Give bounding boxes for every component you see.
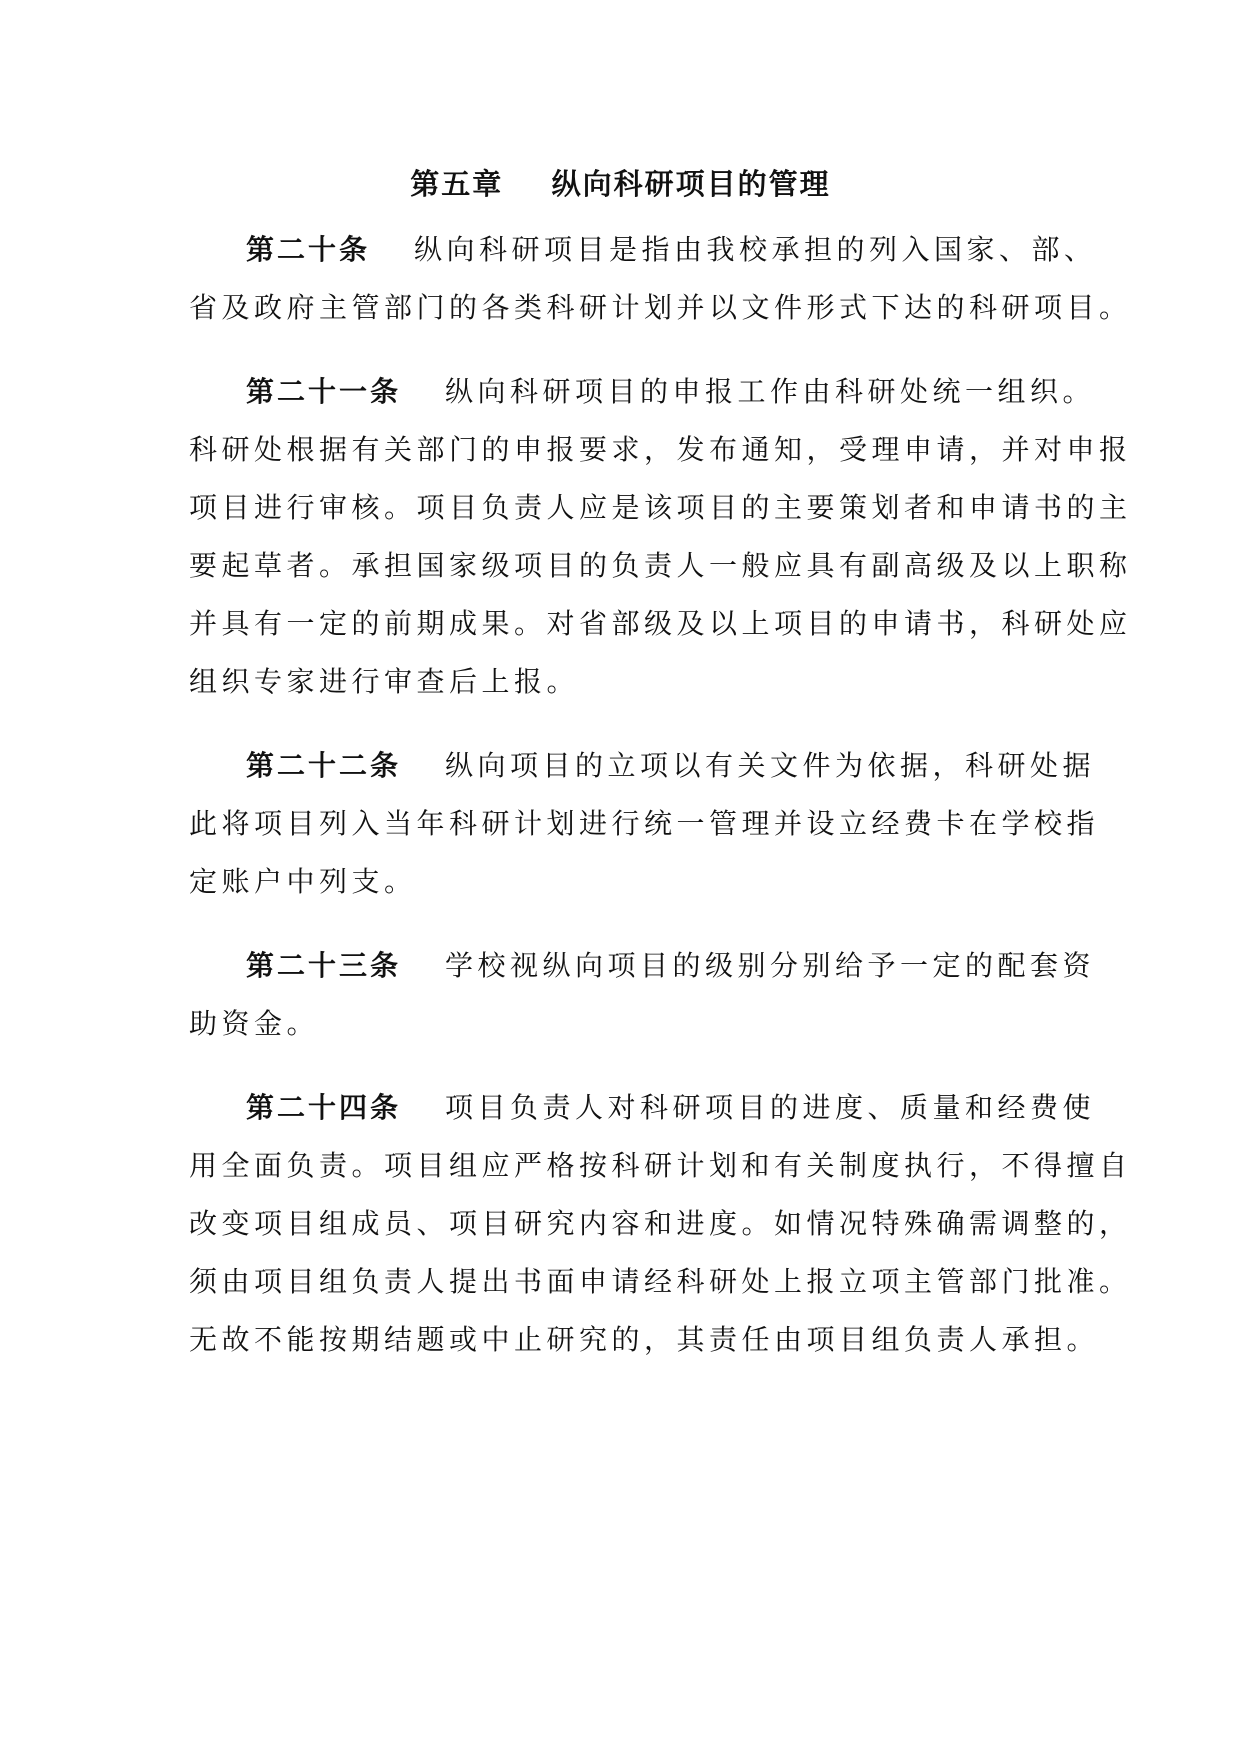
article-number: 第二十二条: [246, 749, 402, 782]
article-number: 第二十一条: [246, 375, 402, 408]
article-number: 第二十条: [246, 233, 371, 266]
article-24-line-2: 用全面负责。项目组应严格按科研计划和有关制度执行，不得擅自: [189, 1149, 1132, 1182]
article-number: 第二十四条: [246, 1091, 402, 1124]
article-text: 纵向项目的立项以有关文件为依据，科研处据: [445, 749, 1096, 782]
article-21-line-1: [246, 375, 1096, 408]
article-23-line-1: [246, 949, 1096, 982]
article-text: 项目负责人对科研项目的进度、质量和经费使: [445, 1091, 1096, 1124]
article-21-line-5: 并具有一定的前期成果。对省部级及以上项目的申请书，科研处应: [189, 607, 1132, 640]
article-21-line-4: 要起草者。承担国家级项目的负责人一般应具有副高级及以上职称: [189, 549, 1132, 582]
article-24-line-4: 须由项目组负责人提出书面申请经科研处上报立项主管部门批准。: [189, 1265, 1132, 1298]
article-text: 纵向科研项目的申报工作由科研处统一组织。: [445, 375, 1096, 408]
article-number: 第二十三条: [246, 949, 402, 982]
article-20-line-2: 省及政府主管部门的各类科研计划并以文件形式下达的科研项目。: [189, 291, 1132, 324]
article-22-line-3: 定账户中列支。: [189, 865, 417, 898]
article-21-line-2: 科研处根据有关部门的申报要求，发布通知，受理申请，并对申报: [189, 433, 1132, 466]
article-22-line-1: [246, 749, 1096, 782]
article-21-line-3: 项目进行审核。项目负责人应是该项目的主要策划者和申请书的主: [189, 491, 1132, 524]
article-text: 纵向科研项目是指由我校承担的列入国家、部、: [414, 233, 1097, 266]
chapter-title: 第五章 纵向科研项目的管理: [410, 167, 831, 201]
article-20-line-1: [246, 233, 1097, 266]
article-23-line-2: 助资金。: [189, 1007, 320, 1040]
article-text: 学校视纵向项目的级别分别给予一定的配套资: [445, 949, 1096, 982]
article-24-line-3: 改变项目组成员、项目研究内容和进度。如情况特殊确需调整的，: [189, 1207, 1132, 1240]
article-21-line-6: 组织专家进行审查后上报。: [189, 665, 580, 698]
article-24-line-1: [246, 1091, 1096, 1124]
article-22-line-2: 此将项目列入当年科研计划进行统一管理并设立经费卡在学校指: [189, 807, 1100, 840]
article-24-line-5: 无故不能按期结题或中止研究的，其责任由项目组负责人承担。: [189, 1323, 1100, 1356]
